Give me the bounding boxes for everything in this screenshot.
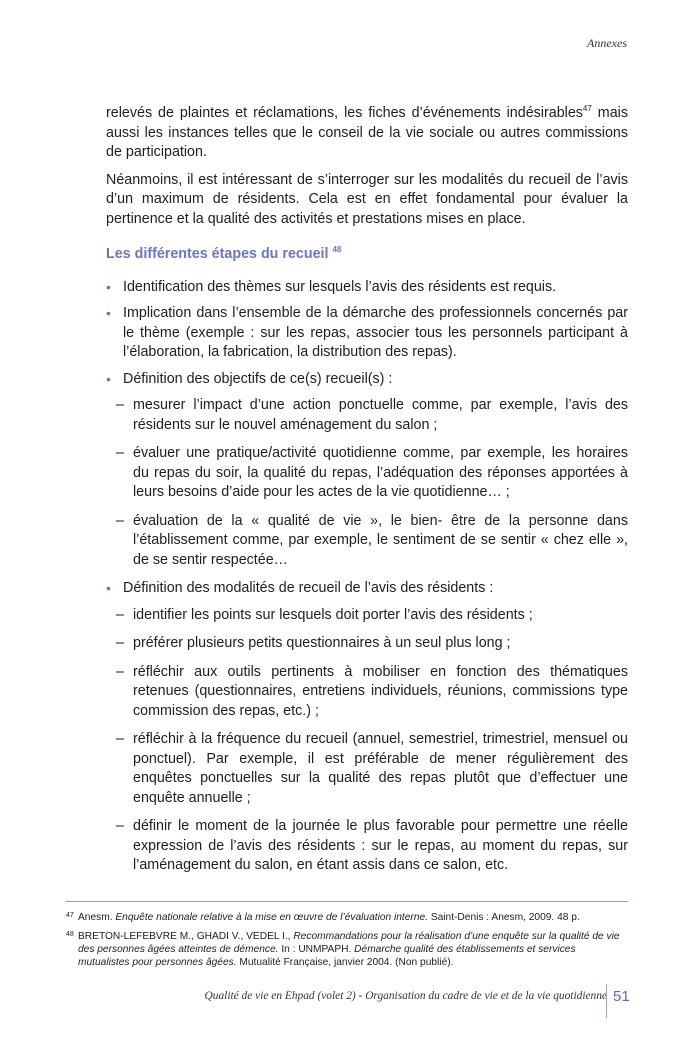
list-item: • Implication dans l’ensemble de la démarche des professionnels concernés par le thème (exemple : sur les repas, associer tous les personnels participant à l’élaboration, la fabrication, la distribution des repas). [106,305,628,360]
footer-divider [606,984,607,1018]
dash-icon: – [116,606,124,623]
running-footer: Qualité de vie en Ehpad (volet 2) - Organisation du cadre de vie et de la vie quotidienne [204,990,607,1002]
footnote-ref-48[interactable]: 48 [332,245,342,255]
footnote-47: 47 Anesm. Enquête nationale relative à la mise en œuvre de l’évaluation interne. Saint-Denis : Anesm, 2009. 48 p. [66,912,580,923]
dash-icon: – [116,818,124,834]
bullet-icon: • [106,370,111,387]
list-item: • Identification des thèmes sur lesquels l’avis des résidents est requis. [106,278,628,298]
section-heading: Les différentes étapes du recueil $^{48}$ [106,245,342,262]
sub-list-item: – identifier les points sur lesquels doit porter l’avis des résidents ; [106,606,628,626]
dash-icon: – [116,445,124,461]
sub-list-item: – préférer plusieurs petits questionnaires à un seul plus long ; [106,634,628,654]
dash-icon: – [116,635,124,651]
bullet-icon: • [106,305,111,321]
list-item: • Définition des objectifs de ce(s) recueil(s) : [106,370,628,390]
dash-icon: – [116,397,124,413]
sub-list-item: – définir le moment de la journée le plus favorable pour permettre une réelle expression de l’avis des résidents : sur le repas, au moment du repas, sur l’aménagement du salon, en étant assis dans ce salon, etc. [116,818,628,873]
dash-icon: – [116,663,124,680]
paragraph-2: Néanmoins, il est intéressant de s’interroger sur les modalités du recueil de l’avis d’un maximum de résidents. Cela est en effet fondamental pour évaluer la pertinence et la qualité des activités et prestations mises en place. [106,171,628,227]
bullet-icon: • [106,278,111,295]
footnote-divider [66,901,628,902]
paragraph-1: relevés de plaintes et réclamations, les fiches d’événements indésirables$^{47}$ mais aussi les instances telles que le conseil de la vie sociale ou autres commissions de participation. [106,104,628,160]
list-item: • Définition des modalités de recueil de l’avis des résidents : [106,579,628,599]
sub-list-item: – évaluer une pratique/activité quotidienne comme, par exemple, les horaires du repas du soir, la qualité du repas, l’adéquation des réponses apportées à leurs besoins d’aide pour les actes de la vie quotidienne… ; [116,445,628,500]
page-number: 51 [613,988,630,1005]
sub-list-item: – mesurer l’impact d’une action ponctuelle comme, par exemple, l’avis des résidents sur le nouvel aménagement du salon ; [116,397,628,433]
sub-list-item: – évaluation de la « qualité de vie », le bien- être de la personne dans l’établissement comme, par exemple, le sentiment de se sentir « chez elle », de se sentir respectée… [116,512,628,568]
dash-icon: – [116,731,124,747]
footnote-ref-47[interactable]: 47 [582,104,592,114]
page-body [106,104,628,885]
sub-list-item: – réfléchir à la fréquence du recueil (annuel, semestriel, trimestriel, mensuel ou ponctuel). Par exemple, il est préférable de mener régulièrement des enquêtes ponctuelles sur la qualité des repas plutôt que d’effectuer une enquête annuelle ; [116,731,628,806]
footnote-48: 48 BRETON-LEFEBVRE M., GHADI V., VEDEL I., Recommandations pour la réalisation d’une enquête sur la qualité de vie des personnes âgées atteintes de démence. In : UNMPAPH. Démarche qualité des établissements et services mutualistes pour personnes âgées. Mutualité Française, janvier 2004. (Non publié). [66,931,620,968]
bullet-icon: • [106,580,111,596]
running-header: Annexes [587,36,627,50]
dash-icon: – [116,512,124,529]
sub-list-item: – réfléchir aux outils pertinents à mobiliser en fonction des thématiques retenues (questionnaires, entretiens individuels, réunions, commissions type commission des repas, etc.) ; [116,663,628,719]
